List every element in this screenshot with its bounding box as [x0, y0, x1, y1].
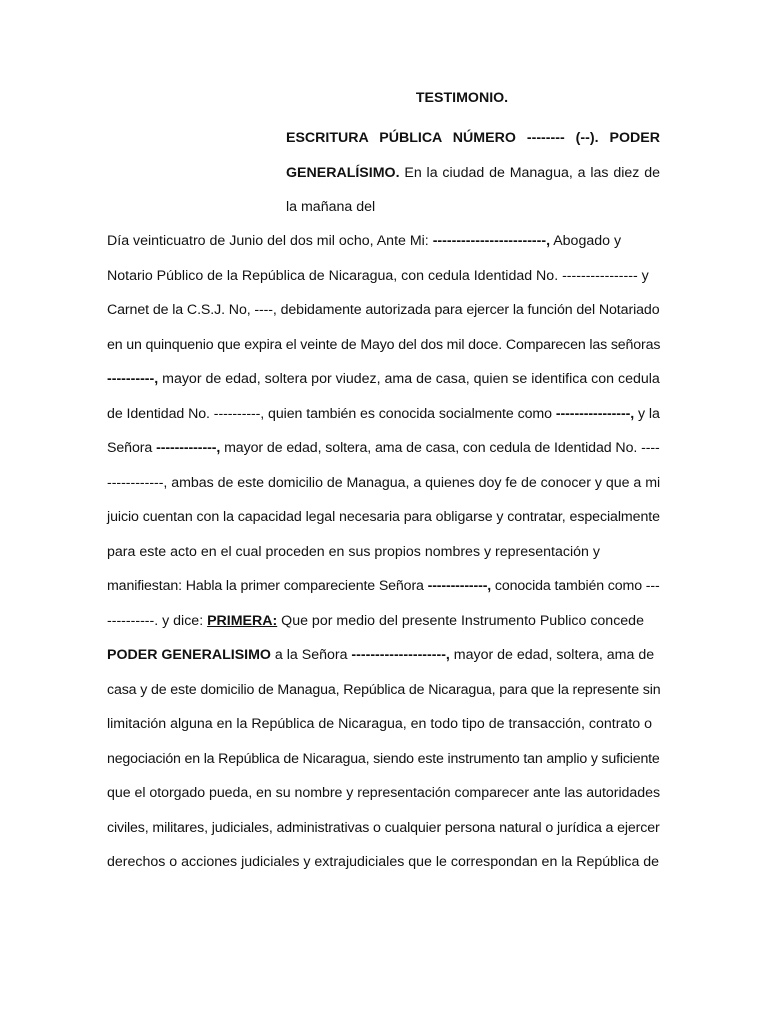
body-text-segment: ------------, ambas de este domicilio de Managua, a quienes doy fe de conocer y que a mi [107, 474, 661, 491]
body-line [107, 811, 660, 846]
body-text-segment: mayor de edad, soltera, ama de casa, con cedula de Identidad No. ---- [220, 440, 660, 456]
body-text-segment: Día veinticuatro de Junio del dos mil ocho, Ante Mi: [107, 233, 433, 249]
body-text-segment: en un quinquenio que expira el veinte de Mayo del dos mil doce. Comparecen las señoras [107, 336, 661, 353]
body-line [107, 673, 660, 708]
body-line [107, 569, 660, 604]
body-line [107, 500, 660, 535]
deed-heading-bold: ESCRITURA PÚBLICA NÚMERO -------- (--). PODER GENERALÍSIMO. [286, 130, 660, 181]
body-line [107, 776, 660, 811]
body-text-segment: civiles, militares, judiciales, administrativas o cualquier persona natural o jurídica a ejercer [107, 819, 660, 836]
body-text-segment: mayor de edad, soltera por viudez, ama de casa, quien se identifica con cedula [158, 371, 660, 387]
body-text-segment: Carnet de la C.S.J. No, ----, debidamente autorizada para ejercer la función del Notariado [107, 302, 660, 318]
body-text-segment: negociación en la República de Nicaragua, siendo este instrumento tan amplio y suficiente [107, 750, 660, 767]
body-text-segment: -------------, [427, 578, 492, 594]
body-text-segment: ----------------, [555, 405, 635, 422]
body-text-segment: Señora [107, 440, 157, 456]
body-line [107, 604, 660, 639]
body-text-segment: limitación alguna en la República de Nicaragua, en todo tipo de transacción, contrato o [107, 716, 652, 732]
body-text-segment: manifiestan: Habla la primer compareciente Señora [107, 578, 428, 594]
body-text-segment: derechos o acciones judiciales y extrajudiciales que le correspondan en la República de [107, 854, 660, 870]
body-text-segment: Notario Público de la República de Nicaragua, con cedula Identidad No. ---------------- y [107, 267, 649, 284]
body-line [107, 224, 660, 259]
body-line [107, 466, 660, 501]
body-text-segment: PRIMERA: [207, 612, 278, 629]
deed-heading-text: En la ciudad de Managua, a las diez de la mañana del [286, 164, 660, 215]
body-text-segment: PODER GENERALISIMO [107, 647, 271, 663]
deed-heading [286, 121, 660, 225]
body-text-segment: -------------, [156, 440, 221, 456]
body-line [107, 845, 660, 880]
body-text-segment: a la Señora [270, 647, 352, 663]
body-line [107, 535, 660, 570]
body-text-segment: ----------. y dice: [107, 612, 208, 629]
body-line [107, 707, 660, 742]
body-line [107, 431, 660, 466]
body-text-segment: mayor de edad, soltera, ama de [449, 647, 655, 663]
document-title: TESTIMONIO. [415, 90, 509, 106]
body-line [107, 397, 660, 432]
body-line [107, 328, 660, 363]
body-text-segment: Que por medio del presente Instrumento Publico concede [277, 612, 644, 629]
body-line [107, 293, 660, 328]
body-text-segment: para este acto en el cual proceden en sus propios nombres y representación y [107, 543, 600, 560]
body-text-segment: y la [634, 405, 660, 422]
body-text-segment: conocida también como --- [491, 578, 660, 594]
body-text-segment: ------------------------, [432, 233, 551, 249]
body-text-segment: casa y de este domicilio de Managua, República de Nicaragua, para que la represente sin [107, 681, 661, 698]
body-text-segment: de Identidad No. ----------, quien también es conocida socialmente como [107, 405, 556, 422]
deed-body [107, 224, 660, 880]
body-text-segment: que el otorgado pueda, en su nombre y representación comparecer ante las autoridades [107, 785, 661, 801]
body-text-segment: Abogado y [550, 233, 622, 249]
body-line [107, 742, 660, 777]
body-text-segment: ----------, [107, 371, 159, 387]
body-line [107, 638, 660, 673]
body-line [107, 362, 660, 397]
body-line [107, 259, 660, 294]
body-text-segment: --------------------, [351, 647, 450, 663]
body-text-segment: juicio cuentan con la capacidad legal necesaria para obligarse y contratar, especialmente [107, 509, 660, 525]
